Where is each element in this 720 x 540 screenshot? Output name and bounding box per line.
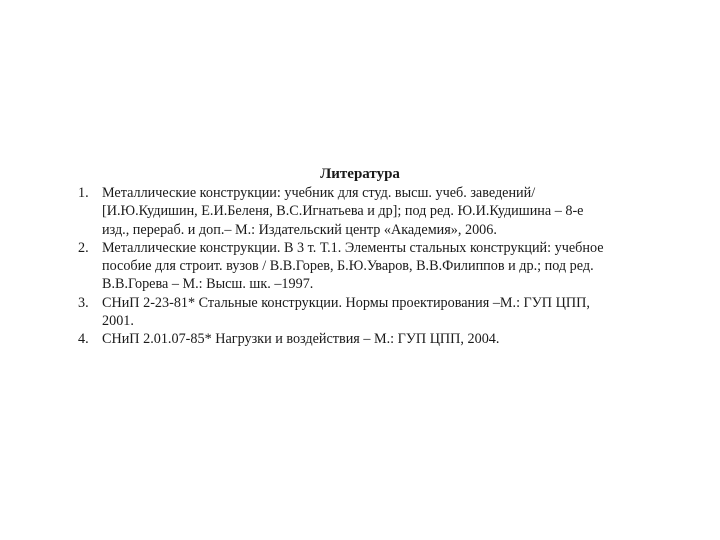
reference-text-line: СНиП 2.01.07-85* Нагрузки и воздействия – М.: ГУП ЦПП, 2004. — [102, 331, 500, 348]
reference-text-line: пособие для строит. вузов / В.В.Горев, Б.Ю.Уваров, В.В.Филиппов и др.; под ред. — [102, 258, 594, 275]
reference-text-line: изд., перераб. и доп.– М.: Издательский центр «Академия», 2006. — [102, 221, 497, 238]
reference-item-3 — [78, 294, 658, 331]
reference-number: 1. — [78, 185, 89, 201]
reference-number: 2. — [78, 239, 89, 256]
reference-item-2 — [78, 239, 658, 294]
reference-text-line: [И.Ю.Кудишин, Е.И.Беленя, В.С.Игнатьева и др]; под ред. Ю.И.Кудишина – 8-е — [102, 203, 584, 220]
reference-number: 4. — [78, 331, 89, 348]
reference-list — [78, 184, 658, 349]
reference-text-line: В.В.Горева – М.: Высш. шк. –1997. — [102, 276, 314, 293]
reference-text-line: 2001. — [102, 313, 134, 330]
reference-text-line: Металлические конструкции: учебник для студ. высш. учеб. заведений/ — [102, 185, 536, 201]
reference-text-line: Металлические конструкции. В 3 т. Т.1. Элементы стальных конструкций: учебное — [102, 239, 604, 256]
reference-text-line: СНиП 2-23-81* Стальные конструкции. Нормы проектирования –М.: ГУП ЦПП, — [102, 294, 590, 311]
reference-item-4 — [78, 330, 658, 348]
reference-number: 3. — [78, 294, 89, 311]
reference-item-1 — [78, 184, 658, 239]
page-title: Литература — [320, 166, 400, 182]
